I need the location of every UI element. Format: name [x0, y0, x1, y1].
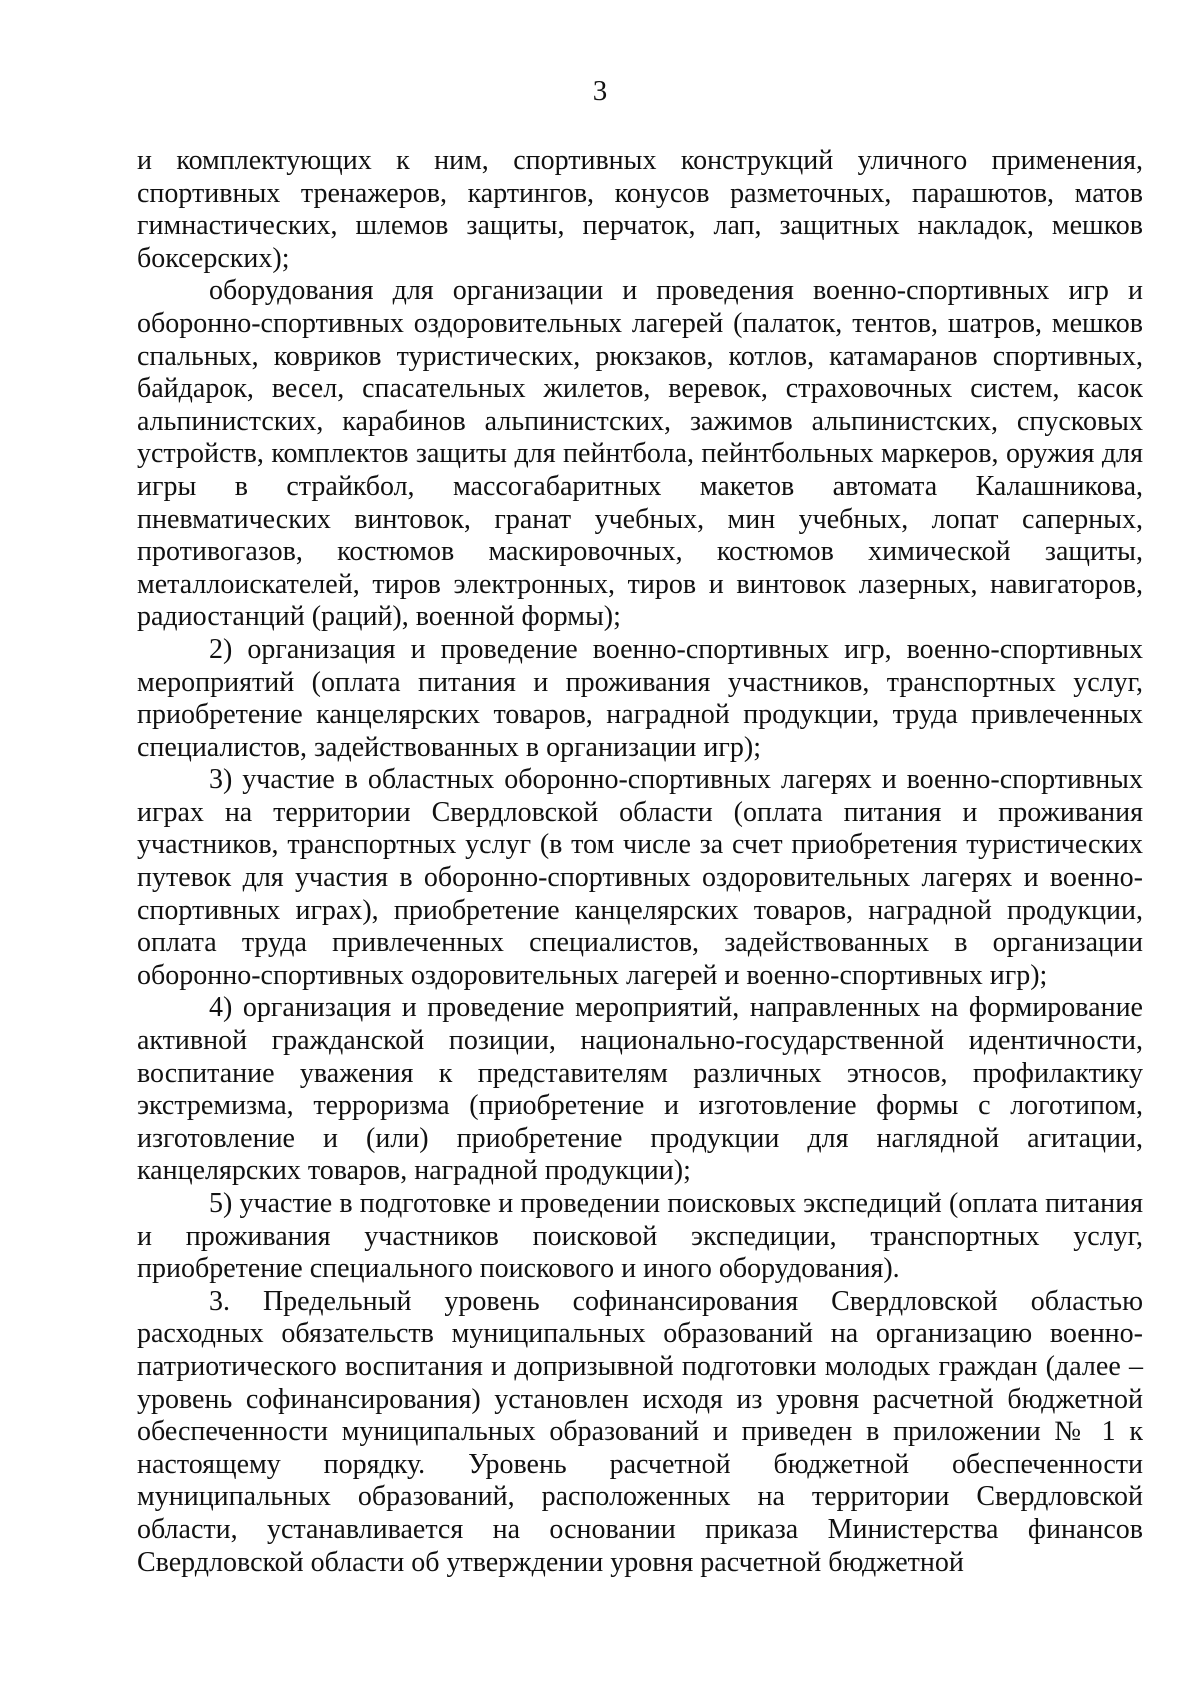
- paragraph-continuation: и комплектующих к ним, спортивных конструкций уличного применения, спортивных тренажеров, картингов, конусов разметочных, парашютов, матов гимнастических, шлемов защиты, перчаток, лап, защитных накладок, мешков боксерских);: [137, 145, 1143, 274]
- paragraph-item-4: 4) организация и проведение мероприятий, направленных на формирование активной гражданской позиции, национально-государственной идентичности, воспитание уважения к представителям различных этносов, профилактику экстремизма, терроризма (приобретение и изготовление формы с логотипом, изготовление и (или) приобретение продукции для наглядной агитации, канцелярских товаров, наградной продукции);: [137, 992, 1143, 1187]
- paragraph-equipment: оборудования для организации и проведения военно-спортивных игр и оборонно-спортивных оздоровительных лагерей (палаток, тентов, шатров, мешков спальных, ковриков туристических, рюкзаков, котлов, катамаранов спортивных, байдарок, весел, спасательных жилетов, веревок, страховочных систем, касок альпинистских, карабинов альпинистских, зажимов альпинистских, спусковых устройств, комплектов защиты для пейнтбола, пейнтбольных маркеров, оружия для игры в страйкбол, массогабаритных макетов автомата Калашникова, пневматических винтовок, гранат учебных, мин учебных, лопат саперных, противогазов, костюмов маскировочных, костюмов химической защиты, металлоискателей, тиров электронных, тиров и винтовок лазерных, навигаторов, радиостанций (раций), военной формы);: [137, 275, 1143, 633]
- page-number: 3: [592, 75, 608, 107]
- paragraph-item-3: 3) участие в областных оборонно-спортивных лагерях и военно-спортивных играх на территории Свердловской области (оплата питания и проживания участников, транспортных услуг (в том числе за счет приобретения туристических путевок для участия в оборонно-спортивных оздоровительных лагерях и военно-спортивных играх), приобретение канцелярских товаров, наградной продукции, оплата труда привлеченных специалистов, задействованных в организации оборонно-спортивных оздоровительных лагерей и военно-спортивных игр);: [137, 764, 1143, 991]
- paragraph-item-2: 2) организация и проведение военно-спортивных игр, военно-спортивных мероприятий (оплата питания и проживания участников, транспортных услуг, приобретение канцелярских товаров, наградной продукции, труда привлеченных специалистов, задействованных в организации игр);: [137, 633, 1143, 763]
- document-body: [137, 145, 1143, 1579]
- paragraph-item-5: 5) участие в подготовке и проведении поисковых экспедиций (оплата питания и проживания участников поисковой экспедиции, транспортных услуг, приобретение специального поискового и иного оборудования).: [137, 1188, 1143, 1285]
- paragraph-section-3: 3. Предельный уровень софинансирования Свердловской областью расходных обязательств муниципальных образований на организацию военно-патриотического воспитания и допризывной подготовки молодых граждан (далее – уровень софинансирования) установлен исходя из уровня расчетной бюджетной обеспеченности муниципальных образований и приведен в приложении № 1 к настоящему порядку. Уровень расчетной бюджетной обеспеченности муниципальных образований, расположенных на территории Свердловской области, устанавливается на основании приказа Министерства финансов Свердловской области об утверждении уровня расчетной бюджетной: [137, 1285, 1143, 1578]
